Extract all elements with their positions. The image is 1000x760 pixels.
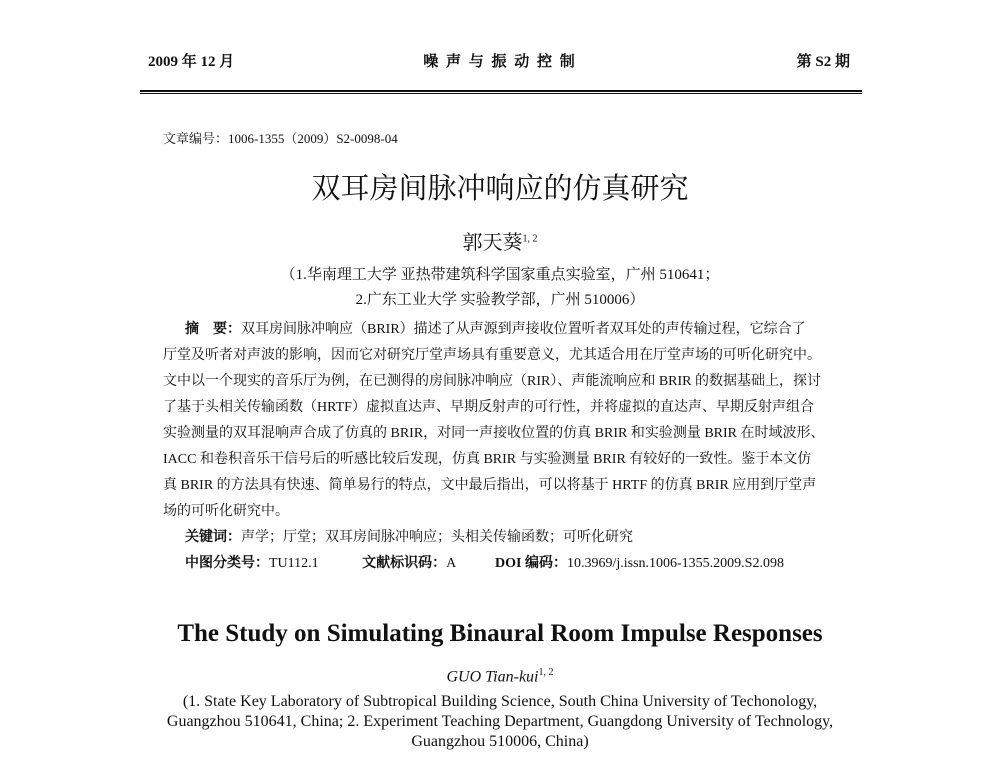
affiliation-en-2: Guangzhou 510641, China; 2. Experiment Teaching Department, Guangdong University of Technology,: [166, 713, 834, 730]
header-journal: 噪 声 与 振 动 控 制: [423, 54, 577, 70]
abstract-line: 场的可听化研究中。: [163, 504, 289, 519]
clc-value: TU112.1: [269, 556, 319, 571]
doi-value: 10.3969/j.issn.1006-1355.2009.S2.098: [566, 556, 784, 571]
abstract-line: 厅堂及听者对声波的影响，因而它对研究厅堂声场具有重要意义，尤其适合用在厅堂声场的可听化研究中。: [163, 348, 821, 363]
abstract-line: 实验测量的双耳混响声合成了仿真的 BRIR，对同一声接收位置的仿真 BRIR 和实验测量 BRIR 在时域波形、: [163, 426, 825, 441]
header-issue: 第 S2 期: [796, 54, 850, 70]
affiliation-cn-2: 2.广东工业大学 实验教学部，广州 510006）: [355, 292, 645, 308]
doc-code-label: 文献标识码：: [362, 556, 447, 571]
abstract-line: [163, 318, 806, 338]
keywords-text: 声学；厅堂；双耳房间脉冲响应；头相关传输函数；可听化研究: [241, 530, 633, 545]
author-cn-name: 郭天葵: [462, 232, 523, 254]
affiliation-en-1: (1. State Key Laboratory of Subtropical Building Science, South China University of Techonology,: [182, 693, 818, 710]
title-en: The Study on Simulating Binaural Room Impulse Responses: [177, 620, 823, 647]
abstract-line: IACC 和卷积音乐干信号后的听感比较后发现，仿真 BRIR 与实验测量 BRIR 有较好的一致性。鉴于本文仿: [163, 452, 812, 467]
article-number: 文章编号：1006-1355（2009）S2-0098-04: [163, 131, 398, 146]
keywords-label: 关键词：: [185, 530, 241, 545]
header-rule-thin: [140, 93, 862, 94]
abstract-text: 双耳房间脉冲响应（BRIR）描述了从声源到声接收位置听者双耳处的声传输过程，它综合了: [241, 322, 806, 337]
header-date: 2009 年 12 月: [148, 54, 235, 70]
abstract-line: 文中以一个现实的音乐厅为例，在已测得的房间脉冲响应（RIR）、声能流响应和 BRIR 的数据基础上，探讨: [163, 374, 822, 389]
doc-code-value: A: [446, 556, 456, 571]
affiliation-cn-1: （1.华南理工大学 亚热带建筑科学国家重点实验室，广州 510641；: [280, 267, 720, 283]
affiliation-en-3: Guangzhou 510006, China): [411, 733, 589, 750]
abstract-line: 真 BRIR 的方法具有快速、简单易行的特点，文中最后指出，可以将基于 HRTF 的仿真 BRIR 应用到厅堂声: [163, 478, 817, 493]
header-rule: [140, 90, 862, 92]
author-cn-sup: 1, 2: [522, 233, 538, 245]
author-cn: [0, 226, 1000, 255]
keywords: [185, 526, 633, 546]
abstract-label: 摘 要：: [185, 322, 241, 337]
doi-label: DOI 编码：: [495, 556, 567, 571]
author-en-name: GUO Tian-kui: [446, 668, 539, 686]
author-en-sup: 1, 2: [538, 667, 554, 678]
classification: [185, 552, 784, 572]
abstract-line: 了基于头相关传输函数（HRTF）虚拟直达声、早期反射声的可行性，并将虚拟的直达声、早期反射声组合: [163, 400, 814, 415]
clc-label: 中图分类号：: [185, 556, 269, 571]
title-cn: 双耳房间脉冲响应的仿真研究: [311, 171, 689, 205]
author-en: [0, 667, 1000, 686]
